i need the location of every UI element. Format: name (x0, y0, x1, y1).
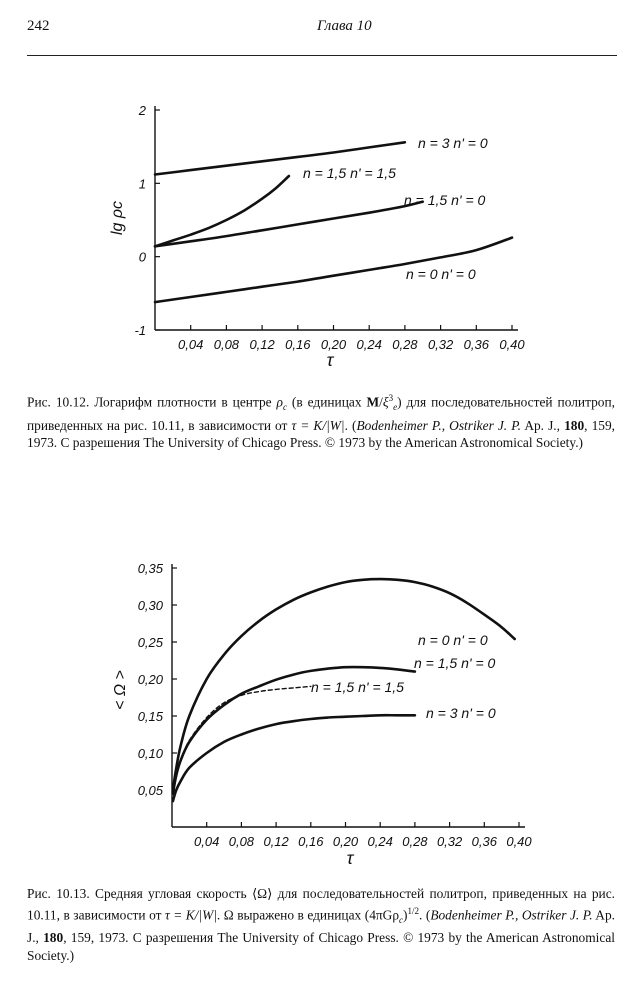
y-tick-label: 0 (138, 249, 146, 265)
x-tick-label: 0,28 (392, 337, 418, 352)
x-tick-label: 0,08 (213, 337, 240, 352)
header-rule (27, 55, 617, 56)
x-tick-label: 0,40 (499, 337, 525, 352)
x-tick-label: 0,08 (228, 834, 255, 849)
x-axis-title: τ (346, 848, 354, 868)
x-tick-label: 0,20 (320, 337, 347, 352)
y-tick-label: 0,20 (137, 672, 163, 687)
series-label: n = 1,5 n' = 0 (404, 192, 486, 208)
x-tick-label: 0,12 (263, 834, 289, 849)
series-line (173, 715, 415, 801)
x-tick-label: 0,20 (332, 834, 359, 849)
chapter-title: Глава 10 (317, 18, 372, 34)
y-axis-title: < Ω > (112, 670, 129, 710)
series-label: n = 3 n' = 0 (426, 705, 496, 721)
y-tick-label: 0,10 (137, 746, 163, 761)
y-axis-title: lg ρc (109, 200, 126, 236)
caption-authors: Bodenheimer P., Ostriker J. P. (356, 417, 521, 433)
series-label: n = 0 n' = 0 (418, 632, 488, 648)
y-tick-label: 0,05 (137, 783, 163, 798)
x-tick-label: 0,12 (249, 337, 275, 352)
x-tick-label: 0,16 (298, 834, 324, 849)
x-tick-label: 0,04 (178, 337, 204, 352)
y-tick-label: 0,25 (137, 635, 163, 650)
y-tick-label: 0,15 (137, 709, 163, 724)
page-header (27, 18, 617, 40)
series-label: n = 1,5 n' = 0 (414, 655, 496, 671)
x-tick-label: 0,24 (356, 337, 382, 352)
x-tick-label: 0,36 (463, 337, 489, 352)
x-tick-label: 0,28 (402, 834, 428, 849)
x-tick-label: 0,24 (367, 834, 393, 849)
page-number: 242 (27, 18, 50, 34)
figure-10-13-caption: Рис. 10.13. Средняя угловая скорость ⟨Ω⟩ для последовательностей политроп, приведенных на рис. 10.11, в зависимости от τ = K/|W|. Ω выражено в единицах $(4\pi G\rho_c)^{1/2}$. (Bodenheimer P., Ostriker J. P. Ap. J., 180, 159, 1973. С разрешения The University of Chicago Press. © 1973 by the American Astronomical Society.) (27, 886, 616, 963)
caption-authors: Bodenheimer P., Ostriker J. P. (430, 906, 593, 922)
y-tick-label: 1 (138, 176, 146, 192)
y-tick-label: 2 (138, 103, 146, 118)
series-label: n = 3 n' = 0 (418, 135, 488, 151)
series-label: n = 1,5 n' = 1,5 (311, 679, 404, 695)
y-tick-label: 0,30 (137, 598, 163, 613)
x-tick-label: 0,36 (471, 834, 497, 849)
x-tick-label: 0,04 (194, 834, 220, 849)
series-label: n = 0 n' = 0 (406, 266, 476, 282)
caption-label: Рис. 10.12. (27, 394, 90, 410)
caption-label: Рис. 10.13. (27, 886, 90, 901)
series-line (155, 202, 423, 247)
figure-10-12-caption: Рис. 10.12. Логарифм плотности в центре $\rho_c$ (в единицах $M/\xi^3_e$) для последовательностей политроп, приведенных на рис. 10.11, в зависимости от τ = K/|W|. (Bodenheimer P., Ostriker J. P. Ap. J., 180, 159, 1973. С разрешения The University of Chicago Press. © 1973 by the American Astronomical Society.) (27, 393, 615, 451)
y-tick-label: -1 (134, 323, 146, 338)
x-tick-label: 0,32 (427, 337, 454, 352)
y-tick-label: 0,35 (137, 561, 163, 576)
x-tick-label: 0,40 (506, 834, 532, 849)
figure-10-12-chart (0, 85, 643, 370)
x-tick-label: 0,16 (285, 337, 311, 352)
figure-10-13-chart (0, 550, 643, 870)
series-label: n = 1,5 n' = 1,5 (303, 165, 396, 181)
x-axis-title: τ (326, 350, 334, 370)
x-tick-label: 0,32 (436, 834, 463, 849)
